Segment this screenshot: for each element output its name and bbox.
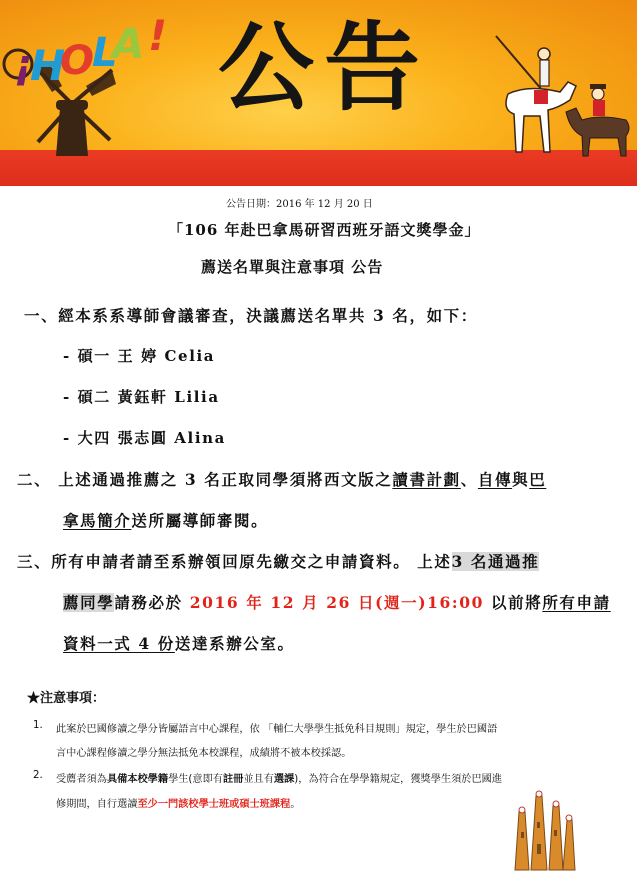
nominee-1: - 碩一 王 婷 Celia <box>63 347 216 365</box>
notice-1-line-1: 此案於巴國修讀之學分皆屬語言中心課程，依 「輔仁大學學生抵免科目規則」規定，學生於巴國語 <box>56 724 498 735</box>
notice-1-number: 1. <box>33 720 43 731</box>
section-2-line-2 <box>63 509 268 531</box>
notice-2-line-2-red: 至少一門該校學士班或碩士班課程 <box>137 799 291 810</box>
announcement-date: 公告日期：2016 年 12 月 20 日 <box>226 199 373 210</box>
sancho-panza-illustration <box>560 78 637 158</box>
section-2-prefix: 二、 上述通過推薦之 3 名正取同學須將西文版之 <box>17 470 393 489</box>
conjunction: 與 <box>512 470 530 489</box>
notice-2-line-2 <box>56 795 301 810</box>
section-3-text-b: 請務必於 <box>114 593 190 612</box>
announcement-banner <box>0 0 637 186</box>
notice-2-line-1 <box>56 770 502 785</box>
notices-title: ★注意事項： <box>27 691 106 706</box>
announcement-subtitle: 薦送名單與注意事項 公告 <box>201 258 384 276</box>
section-2-line-1 <box>17 468 546 490</box>
doc-panama-intro-a: 巴 <box>529 470 547 489</box>
section-3-line-1 <box>17 550 539 572</box>
hola-logo <box>0 4 180 94</box>
cathedral-illustration <box>505 782 583 872</box>
doc-autobiography: 自傳 <box>477 470 513 489</box>
nominee-3: - 大四 張志圓 Alina <box>63 429 226 447</box>
deadline: 2016 年 12 月 26 日(週一)16:00 <box>189 593 485 612</box>
notice-2-text-f: 並且有 <box>243 774 274 785</box>
section-3-underline-b: 資料一式 4 份 <box>63 634 175 653</box>
svg-text:¡: ¡ <box>14 42 33 88</box>
notice-2-text-d: 意即有 <box>192 774 223 785</box>
section-3-underline-a: 所有申請 <box>542 593 611 612</box>
notice-2-line-2-end: 。 <box>290 799 301 810</box>
banner-title: 公告 <box>218 12 430 124</box>
notice-1-line-2: 言中心課程修讀之學分無法抵免本校課程，成績將不被本校採認。 <box>56 748 352 759</box>
svg-text:A: A <box>112 19 145 68</box>
section-3-text-d: 送達系辦公室。 <box>174 634 295 653</box>
notice-2-text-g: 選課 <box>273 774 295 785</box>
notice-2-text-b: 具備本校學籍 <box>106 774 169 785</box>
announcement-title: 「106 年赴巴拿馬研習西班牙語文獎學金」 <box>168 221 481 239</box>
doc-study-plan: 讀書計劃 <box>392 470 461 489</box>
notice-2-text-c: 學生( <box>168 774 193 785</box>
section-1-text: 一、經本系系導師會議審查，決議薦送名單共 3 名，如下： <box>24 306 478 325</box>
notice-2-line-2-text: 修期間，自行選讀 <box>56 799 138 810</box>
svg-text:H: H <box>30 41 66 90</box>
notice-2-number: 2. <box>33 770 43 781</box>
nominee-2: - 碩二 黃鈺軒 Lilia <box>63 388 220 406</box>
section-3-line-2 <box>63 591 611 613</box>
section-3-line-3 <box>63 632 295 654</box>
section-2-suffix: 送所屬導師審閱。 <box>131 511 269 530</box>
notice-2-text-a: 受薦者須為 <box>56 774 107 785</box>
section-3-text-a: 三、所有申請者請至系辦領回原先繳交之申請資料。 上述 <box>17 552 452 571</box>
notice-2-text-h: )，為符合在學學籍規定，獲獎學生須於巴國進 <box>294 774 503 785</box>
section-3-highlight-a: 3 名通過推 <box>451 552 540 571</box>
section-3-text-c: 以前將 <box>484 593 543 612</box>
svg-text:!: ! <box>148 11 168 60</box>
section-3-highlight-b: 薦同學 <box>63 593 115 612</box>
notice-2-text-e: 註冊 <box>222 774 244 785</box>
separator: 、 <box>460 470 478 489</box>
svg-text:O: O <box>60 38 95 84</box>
doc-panama-intro-b: 拿馬簡介 <box>63 511 132 530</box>
svg-text:L: L <box>92 30 118 76</box>
